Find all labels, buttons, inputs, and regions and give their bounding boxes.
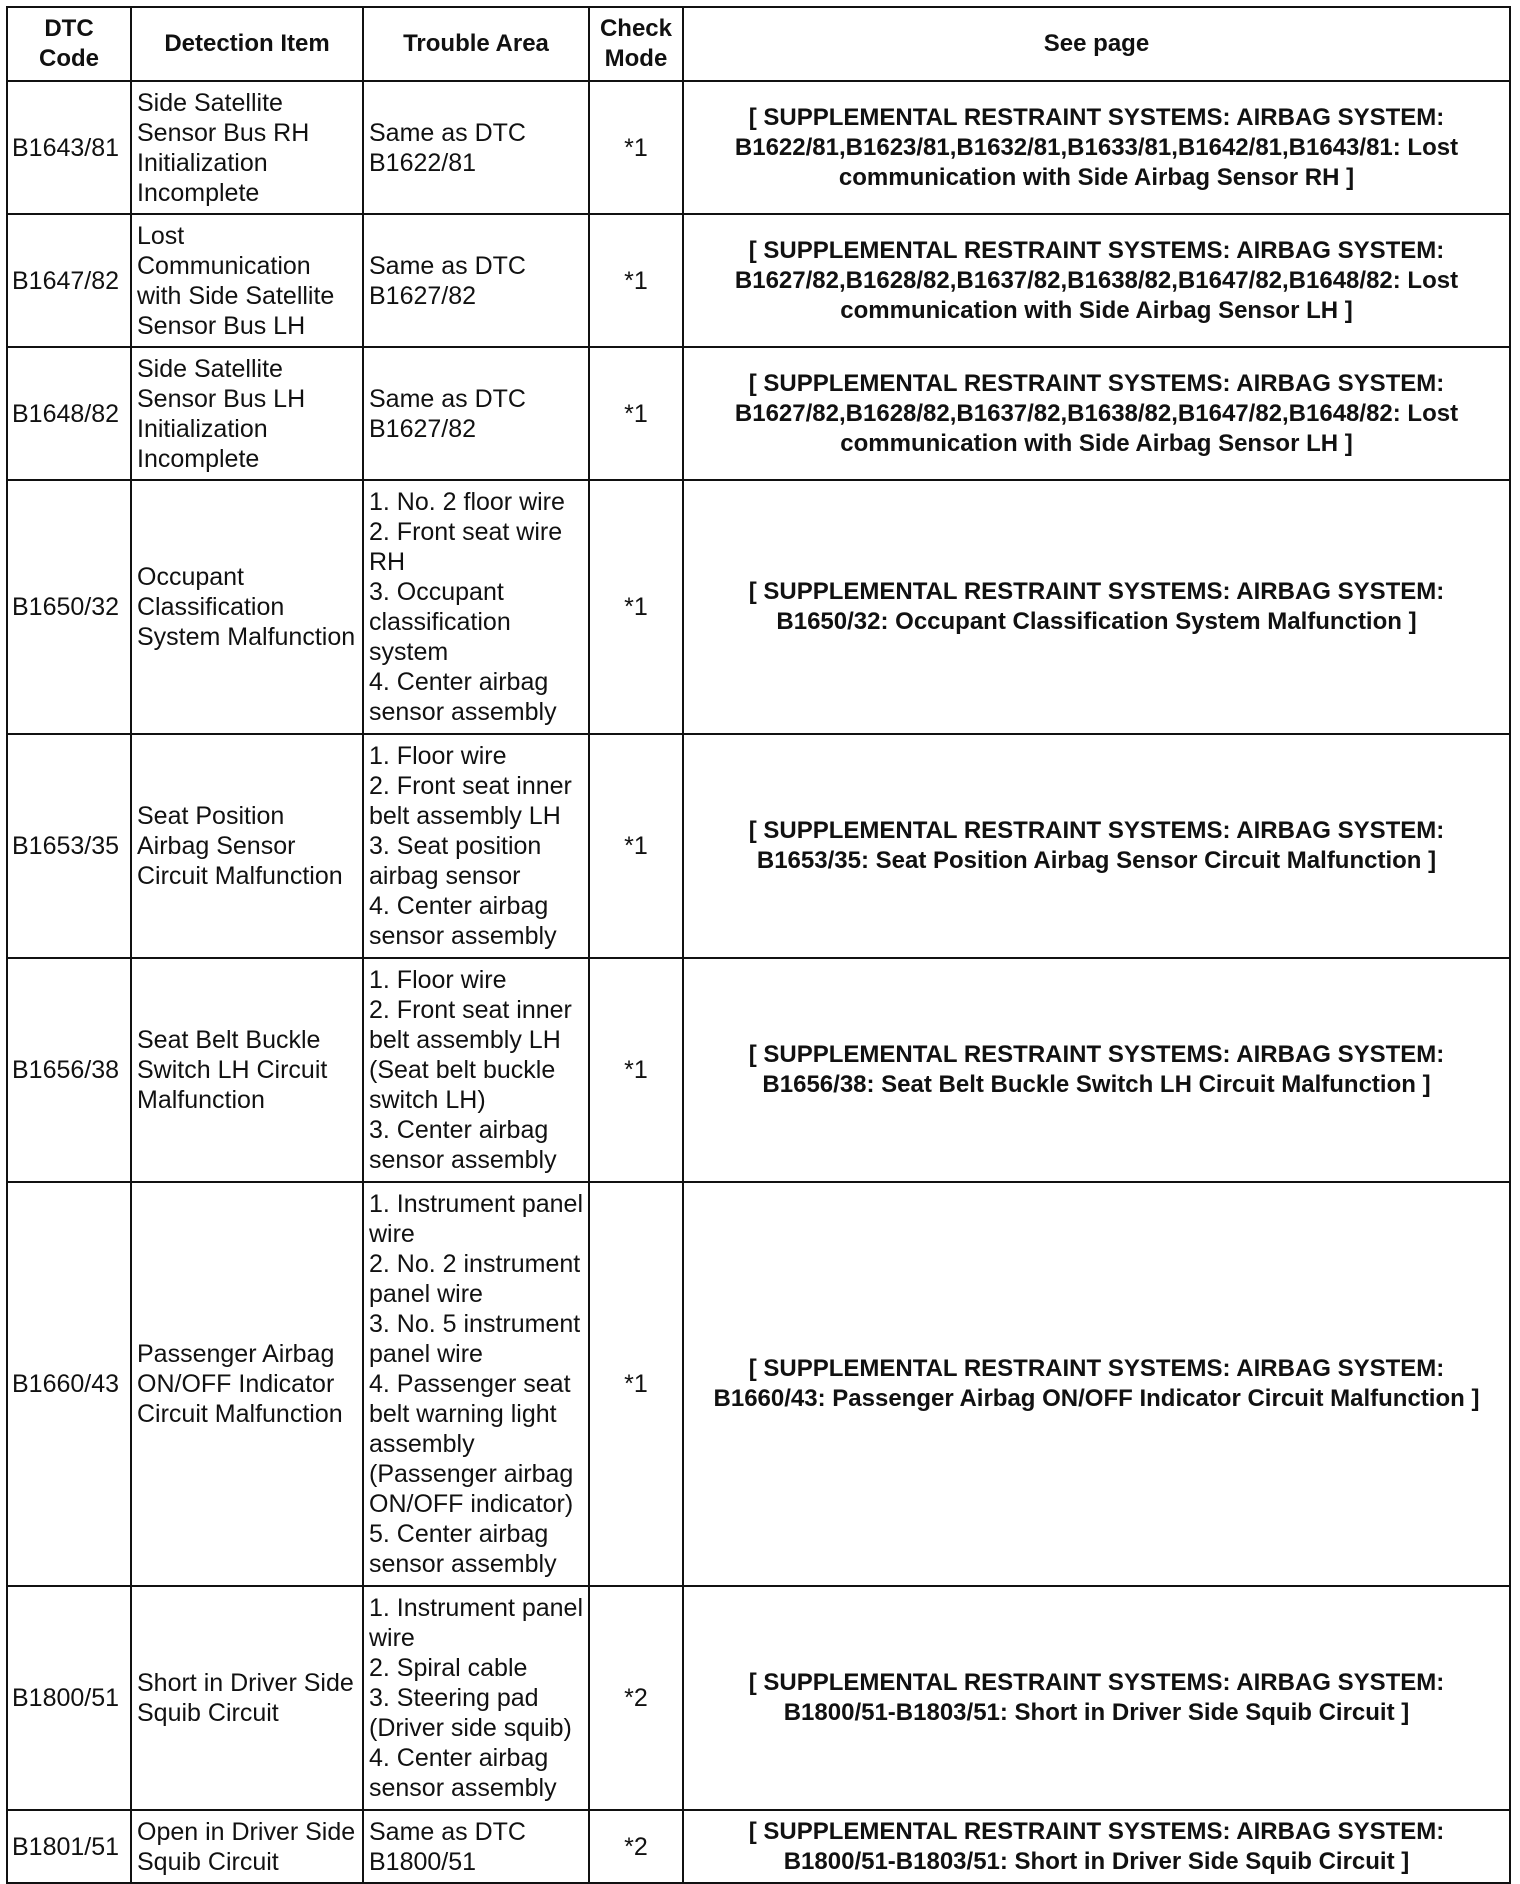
trouble-area-cell: Same as DTC B1627/82 <box>363 347 589 480</box>
check-mode-cell: *2 <box>589 1586 683 1810</box>
dtc-code-cell: B1643/81 <box>7 81 131 214</box>
trouble-area-cell: 1. Instrument panel wire 2. No. 2 instrument panel wire 3. No. 5 instrument panel wire 4. Passenger seat belt warning light assembly (Passenger airbag ON/OFF indicator) 5. Center airbag sensor assembly <box>363 1182 589 1586</box>
detection-item-cell: Occupant Classification System Malfunction <box>131 480 363 734</box>
see-page-link[interactable]: [ SUPPLEMENTAL RESTRAINT SYSTEMS: AIRBAG SYSTEM: B1656/38: Seat Belt Buckle Switch LH Circuit Malfunction ] <box>683 958 1510 1182</box>
detection-item-cell: Side Satellite Sensor Bus LH Initialization Incomplete <box>131 347 363 480</box>
see-page-link[interactable]: [ SUPPLEMENTAL RESTRAINT SYSTEMS: AIRBAG SYSTEM: B1800/51-B1803/51: Short in Driver Side Squib Circuit ] <box>683 1810 1510 1883</box>
dtc-code-cell: B1660/43 <box>7 1182 131 1586</box>
trouble-area-cell: Same as DTC B1622/81 <box>363 81 589 214</box>
check-mode-cell: *1 <box>589 734 683 958</box>
table-row <box>7 1182 1510 1586</box>
detection-item-cell: Seat Position Airbag Sensor Circuit Malfunction <box>131 734 363 958</box>
see-page-link[interactable]: [ SUPPLEMENTAL RESTRAINT SYSTEMS: AIRBAG SYSTEM: B1653/35: Seat Position Airbag Sensor Circuit Malfunction ] <box>683 734 1510 958</box>
dtc-code-cell: B1647/82 <box>7 214 131 347</box>
table-row <box>7 1586 1510 1810</box>
header-see-page: See page <box>683 7 1510 81</box>
detection-item-cell: Short in Driver Side Squib Circuit <box>131 1586 363 1810</box>
see-page-link[interactable]: [ SUPPLEMENTAL RESTRAINT SYSTEMS: AIRBAG SYSTEM: B1627/82,B1628/82,B1637/82,B1638/82,B1647/82,B1648/82: Lost communication with Side Airbag Sensor LH ] <box>683 214 1510 347</box>
table-row <box>7 214 1510 347</box>
table-row <box>7 958 1510 1182</box>
detection-item-cell: Seat Belt Buckle Switch LH Circuit Malfunction <box>131 958 363 1182</box>
check-mode-cell: *2 <box>589 1810 683 1883</box>
table-row <box>7 347 1510 480</box>
header-check-mode: Check Mode <box>589 7 683 81</box>
detection-item-cell: Passenger Airbag ON/OFF Indicator Circuit Malfunction <box>131 1182 363 1586</box>
table-header-row <box>7 7 1510 81</box>
see-page-link[interactable]: [ SUPPLEMENTAL RESTRAINT SYSTEMS: AIRBAG SYSTEM: B1650/32: Occupant Classification System Malfunction ] <box>683 480 1510 734</box>
check-mode-cell: *1 <box>589 480 683 734</box>
dtc-code-cell: B1801/51 <box>7 1810 131 1883</box>
see-page-link[interactable]: [ SUPPLEMENTAL RESTRAINT SYSTEMS: AIRBAG SYSTEM: B1660/43: Passenger Airbag ON/OFF Indicator Circuit Malfunction ] <box>683 1182 1510 1586</box>
see-page-link[interactable]: [ SUPPLEMENTAL RESTRAINT SYSTEMS: AIRBAG SYSTEM: B1622/81,B1623/81,B1632/81,B1633/81,B1642/81,B1643/81: Lost communication with Side Airbag Sensor RH ] <box>683 81 1510 214</box>
table-row <box>7 734 1510 958</box>
dtc-code-cell: B1653/35 <box>7 734 131 958</box>
detection-item-cell: Lost Communication with Side Satellite Sensor Bus LH <box>131 214 363 347</box>
detection-item-cell: Side Satellite Sensor Bus RH Initialization Incomplete <box>131 81 363 214</box>
header-trouble-area: Trouble Area <box>363 7 589 81</box>
check-mode-cell: *1 <box>589 347 683 480</box>
table-row <box>7 480 1510 734</box>
dtc-code-cell: B1650/32 <box>7 480 131 734</box>
see-page-link[interactable]: [ SUPPLEMENTAL RESTRAINT SYSTEMS: AIRBAG SYSTEM: B1627/82,B1628/82,B1637/82,B1638/82,B1647/82,B1648/82: Lost communication with Side Airbag Sensor LH ] <box>683 347 1510 480</box>
check-mode-cell: *1 <box>589 958 683 1182</box>
trouble-area-cell: 1. Floor wire 2. Front seat inner belt assembly LH 3. Seat position airbag sensor 4. Center airbag sensor assembly <box>363 734 589 958</box>
detection-item-cell: Open in Driver Side Squib Circuit <box>131 1810 363 1883</box>
check-mode-cell: *1 <box>589 214 683 347</box>
dtc-table <box>6 6 1511 1884</box>
header-detection-item: Detection Item <box>131 7 363 81</box>
dtc-code-cell: B1648/82 <box>7 347 131 480</box>
dtc-code-cell: B1800/51 <box>7 1586 131 1810</box>
trouble-area-cell: Same as DTC B1627/82 <box>363 214 589 347</box>
trouble-area-cell: 1. Instrument panel wire 2. Spiral cable 3. Steering pad (Driver side squib) 4. Center airbag sensor assembly <box>363 1586 589 1810</box>
check-mode-cell: *1 <box>589 81 683 214</box>
trouble-area-cell: 1. Floor wire 2. Front seat inner belt assembly LH (Seat belt buckle switch LH) 3. Center airbag sensor assembly <box>363 958 589 1182</box>
trouble-area-cell: 1. No. 2 floor wire 2. Front seat wire RH 3. Occupant classification system 4. Center airbag sensor assembly <box>363 480 589 734</box>
trouble-area-cell: Same as DTC B1800/51 <box>363 1810 589 1883</box>
dtc-code-cell: B1656/38 <box>7 958 131 1182</box>
see-page-link[interactable]: [ SUPPLEMENTAL RESTRAINT SYSTEMS: AIRBAG SYSTEM: B1800/51-B1803/51: Short in Driver Side Squib Circuit ] <box>683 1586 1510 1810</box>
header-dtc-code: DTC Code <box>7 7 131 81</box>
table-row <box>7 1810 1510 1883</box>
table-row <box>7 81 1510 214</box>
check-mode-cell: *1 <box>589 1182 683 1586</box>
